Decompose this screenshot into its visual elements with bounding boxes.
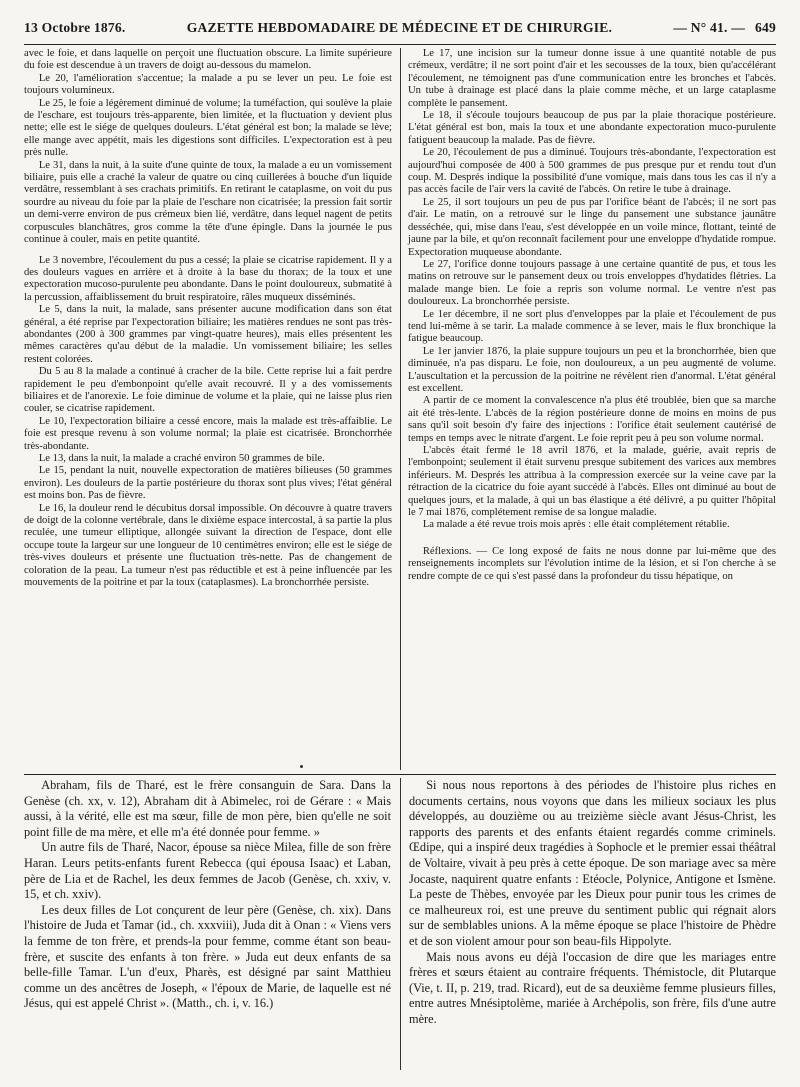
- paragraph: Le 27, l'orifice donne toujours passage à une certaine quantité de pus, et tous les matins on retrouve sur le pansement deux ou trois enveloppes d'hydatides flétries. La malade mange bien. Le foie a repris son volume normal. Le ventre n'est pas douloureux. La bronchorrhée persiste.: [408, 258, 776, 308]
- paragraph: Le 17, une incision sur la tumeur donne issue à une quantité notable de pus crémeux, verdâtre; il ne sort point d'air et les secousses de la toux, bien qu'accélérant l'écoulement, ne témoignent pas d'une communication entre les bronches et l'abcès. Un tube à drainage est placé dans la plaie comme mèche, et un large cataplasme complète le pansement.: [408, 48, 776, 109]
- paragraph: Abraham, fils de Tharé, est le frère consanguin de Sara. Dans la Genèse (ch. xx, v. 12), Abraham dit à Abimelec, roi de Gérare : « Mais aussi, à la vérité, elle est ma sœur, fille de mon père, bien qu'elle ne soit point fille de ma mère, et elle m'a été donnée pour femme. »: [24, 778, 391, 839]
- header-page-number: 649: [755, 20, 776, 35]
- paragraph: Mais nous avons eu déjà l'occasion de dire que les mariages entre frères et sœurs étaient au contraire fréquents. Thémistocle, dit Plutarque (Vie, t. II, p. 219, trad. Ricard), eut de sa deuxième femme plusieurs filles, entre autres Mnésiptolème, mariée à Archépolis, son frère, fils d'une autre mère.: [409, 949, 776, 1026]
- paragraph: Le 3 novembre, l'écoulement du pus a cessé; la plaie se cicatrise rapidement. Il y a des douleurs vagues en arrière et à droite à la base du thorax; de la toux et une expectoration mucoso-purulente peu abondante. Dans le point douloureux, submatité à la percussion, affaiblissement du bruit respiratoire, râles muqueux disséminés.: [24, 254, 392, 303]
- header-date: 13 Octobre 1876.: [24, 20, 126, 35]
- paragraph: Le 1er décembre, il ne sort plus d'enveloppes par la plaie et l'écoulement de pus tend lui-même à se tarir. La malade commence à se lever, mais le flux bronchique la fatigue beaucoup.: [408, 308, 776, 345]
- header-journal-title: GAZETTE HEBDOMADAIRE DE MÉDECINE ET DE CHIRURGIE.: [186, 20, 613, 35]
- main-column-right: [400, 48, 776, 770]
- paragraph: A partir de ce moment la convalescence n'a plus été troublée, bien que sa marche ait été très-lente. L'abcès de la région postérieure donne de moins en moins de pus sans qu'il soit besoin d'y faire des injections : l'orifice était seulement cautérisé de temps en temps avec le nitrate d'argent. Le foie reprit peu à peu son volume normal.: [408, 395, 776, 444]
- paragraph: Du 5 au 8 la malade a continué à cracher de la bile. Cette reprise lui a fait perdre rapidement le peu d'embonpoint qu'elle avait recouvré. Il y a des vomissements biliaires et de l'anorexie. Le foie diminue de volume et la plaie, qui ne laisse plus rien couler, se cicatrise rapidement.: [24, 366, 392, 415]
- header-right: [673, 20, 776, 36]
- paragraph: Le 20, l'écoulement de pus a diminué. Toujours très-abondante, l'expectoration est aujourd'hui composée de 400 à 500 grammes de pus presque pur et rendu tout d'un coup. M. Després indique la possibilité d'une vomique, mais dans tous les cas il n'y a pas accès facile de l'air vers la cavité de l'abcès. On retire le tube à drainage.: [408, 147, 776, 196]
- paragraph: Le 18, il s'écoule toujours beaucoup de pus par la plaie thoracique postérieure. L'état général est bon, mais la toux et une abondante expectoration muco-purulente fatiguent beaucoup la malade. Pas de fièvre.: [408, 110, 776, 146]
- paragraph: La malade a été revue trois mois après : elle était complétement rétablie.: [422, 519, 730, 531]
- paragraph: Le 10, l'expectoration biliaire a cessé encore, mais la malade est très-affaiblie. Le foie est presque revenu à son volume normal; la plaie est cicatrisée. Bronchorrhée très-abondante.: [24, 415, 392, 452]
- page-header: [24, 20, 776, 42]
- paragraph: Le 13, dans la nuit, la malade a craché environ 50 grammes de bile.: [38, 453, 325, 464]
- feuilleton-column-right: [400, 778, 776, 1070]
- header-rule: [24, 44, 776, 45]
- reflexions-paragraph: Réflexions. — Ce long exposé de faits ne nous donne par lui-même que des renseignements incomplets sur l'évolution intime de la lésion, et si l'on cherche à se rendre compte de ce qui s'est passé dans la profondeur du tissu hépatique, on: [408, 545, 776, 582]
- main-column-left: [24, 48, 400, 770]
- paragraph: Les deux filles de Lot conçurent de leur père (Genèse, ch. xix). Dans l'histoire de Juda et Tamar (id., ch. xxxviii), Juda dit à Onan : « Viens vers la femme de ton frère, et prends-la pour femme, comme étant son beau-frère, et suscite des enfants à ton frère. » Juda eut deux enfants de sa belle-fille Tamar. L'un d'eux, Pharès, est désigné par saint Matthieu comme un des ancêtres de Joseph, « l'époux de Marie, de laquelle est né Jésus, qui est appelé Christ ». (Matth., ch. i, v. 16.): [24, 902, 391, 1011]
- paragraph: avec le foie, et dans laquelle on perçoit une fluctuation obscure. La limite supérieure du foie est descendue à un travers de doigt au-dessous du mamelon.: [24, 48, 392, 72]
- paragraph: Si nous nous reportons à des périodes de l'histoire plus riches en documents certains, nous voyons que dans les milieux sociaux les plus développés, au douzième ou au treizième siècle avant Jésus-Christ, les rapports des parents et des enfants étaient regardés comme criminels. Œdipe, qui a inspiré deux tragédies à Sophocle et le premier essai théâtral de Voltaire, vivait à peu près à cette époque. De son mariage avec sa mère Jocaste, naquirent quatre enfants : Etéocle, Polynice, Antigone et Ismène. La peste de Thèbes, envoyée par les Dieux pour punir tous les crimes de ce malheureux roi, est une preuve du sentiment public qui régnait alors sur de semblables unions. A la même époque se place l'histoire de Phèdre et de son violent amour pour son beau-fils Hippolyte.: [409, 778, 776, 948]
- paragraph: Le 15, pendant la nuit, nouvelle expectoration de matières bilieuses (50 grammes environ). Les douleurs de la partie postérieure du thorax sont plus vives; l'état général est moins bon. Pas de fièvre.: [24, 465, 392, 502]
- paragraph: Le 25, le foie a légèrement diminué de volume; la tuméfaction, qui soulève la plaie de l'eschare, est toujours très-apparente, bien limitée, et la fluctuation y devient plus nette; elle est le siége de quelques douleurs. L'état général est bon; la malade se lève; elle mange avec appétit, mais les digestions sont difficiles. L'expectoration est à peu près nulle.: [24, 97, 392, 159]
- column-divider: [400, 48, 401, 770]
- paragraph: Le 25, il sort toujours un peu de pus par l'orifice béant de l'abcès; il ne sort pas d'air. Le matin, on a retrouvé sur le linge du pansement une substance jaunâtre desséchée, qui, mise dans l'eau, s'est développée en un voile mince, flottant, teinté de jaune par la bile, et qu'on reconnaît facilement pour une enveloppe d'hydatide rompue. Expectoration muqueuse abondante.: [408, 196, 776, 258]
- ink-mark: [300, 765, 303, 768]
- paragraph: Le 16, la douleur rend le décubitus dorsal impossible. On découvre à quatre travers de doigt de la colonne vertébrale, dans le dixième espace intercostal, à sa partie la plus reculée, une tumeur elliptique, allongée suivant la direction de l'espace, dont elle occupe toute la largeur sur une longueur de 10 centimètres environ; elle est le siége de très-vives douleurs et présente une fluctuation très-nette. Pas de changement de coloration de la peau. La tumeur n'est pas réductible et est à peine influencée par les mouvements de la poitrine et par la toux (cataplasmes). La bronchorrhée persiste.: [24, 502, 392, 589]
- paragraph: Le 1er janvier 1876, la plaie suppure toujours un peu et la bronchorrhée, bien que diminuée, n'a pas disparu. Le foie, non douloureux, a un peu augmenté de volume. L'auscultation et la percussion de la poitrine ne révèlent rien d'anormal. L'état général est excellent.: [408, 345, 776, 394]
- paragraph: L'abcès était fermé le 18 avril 1876, et la malade, guérie, avait repris de l'embonpoint; seulement il était survenu presque subitement des varices aux membres inférieurs. M. Després les attribua à la compression exercée sur la veine cave par la rétraction de la cicatrice du foie ayant succédé à l'abcès. Elles ont diminué au bout de quelques jours, et la malade, à qui un bas élastique a été délivré, a pu quitter l'hôpital le 7 mai 1876, complétement remise de sa longue maladie.: [408, 445, 776, 519]
- column-divider: [400, 778, 401, 1070]
- section-rule: [24, 774, 776, 775]
- paragraph: Le 5, dans la nuit, la malade, sans présenter aucune modification dans son état général, a été reprise par l'expectoration biliaire; les matières rendues ne sont pas très-abondantes (200 à 300 grammes par vingt-quatre heures), mais elles présentent les mêmes caractères qu'au début de la maladie. Un vomissement biliaire; les selles restent colorées.: [24, 304, 392, 365]
- header-issue-number: — N° 41. —: [673, 20, 745, 35]
- paragraph: Le 31, dans la nuit, à la suite d'une quinte de toux, la malade a eu un vomissement biliaire, puis elle a craché la valeur de quatre ou cinq cuillerées à bouche d'un liquide verdâtre, ressemblant à ses crachats primitifs. En retirant le cataplasme, on voit du pus sourdre au niveau du foie par la plaie de l'eschare non cicatrisée; la pression fait sortir un demi-verre environ de pus crémeux bien lié, verdâtre, dans lequel nagent de petits corpuscules blanchâtres, gros comme la tête d'une épingle. Dans la journée le pus continue à couler, mais en petite quantité.: [24, 159, 392, 246]
- feuilleton-column-left: [24, 778, 400, 1070]
- paragraph: Le 20, l'amélioration s'accentue; la malade a pu se lever un peu. Le foie est toujours volumineux.: [24, 72, 392, 97]
- paragraph: Un autre fils de Tharé, Nacor, épouse sa nièce Milea, fille de son frère Haran. Leurs petits-enfants furent Rebecca (qui épousa Isaac) et Laban, père de Lia et de Rachel, les deux femmes de Jacob (Genèse, ch. xxiv, v. 15, et ch. xxiv).: [24, 840, 391, 902]
